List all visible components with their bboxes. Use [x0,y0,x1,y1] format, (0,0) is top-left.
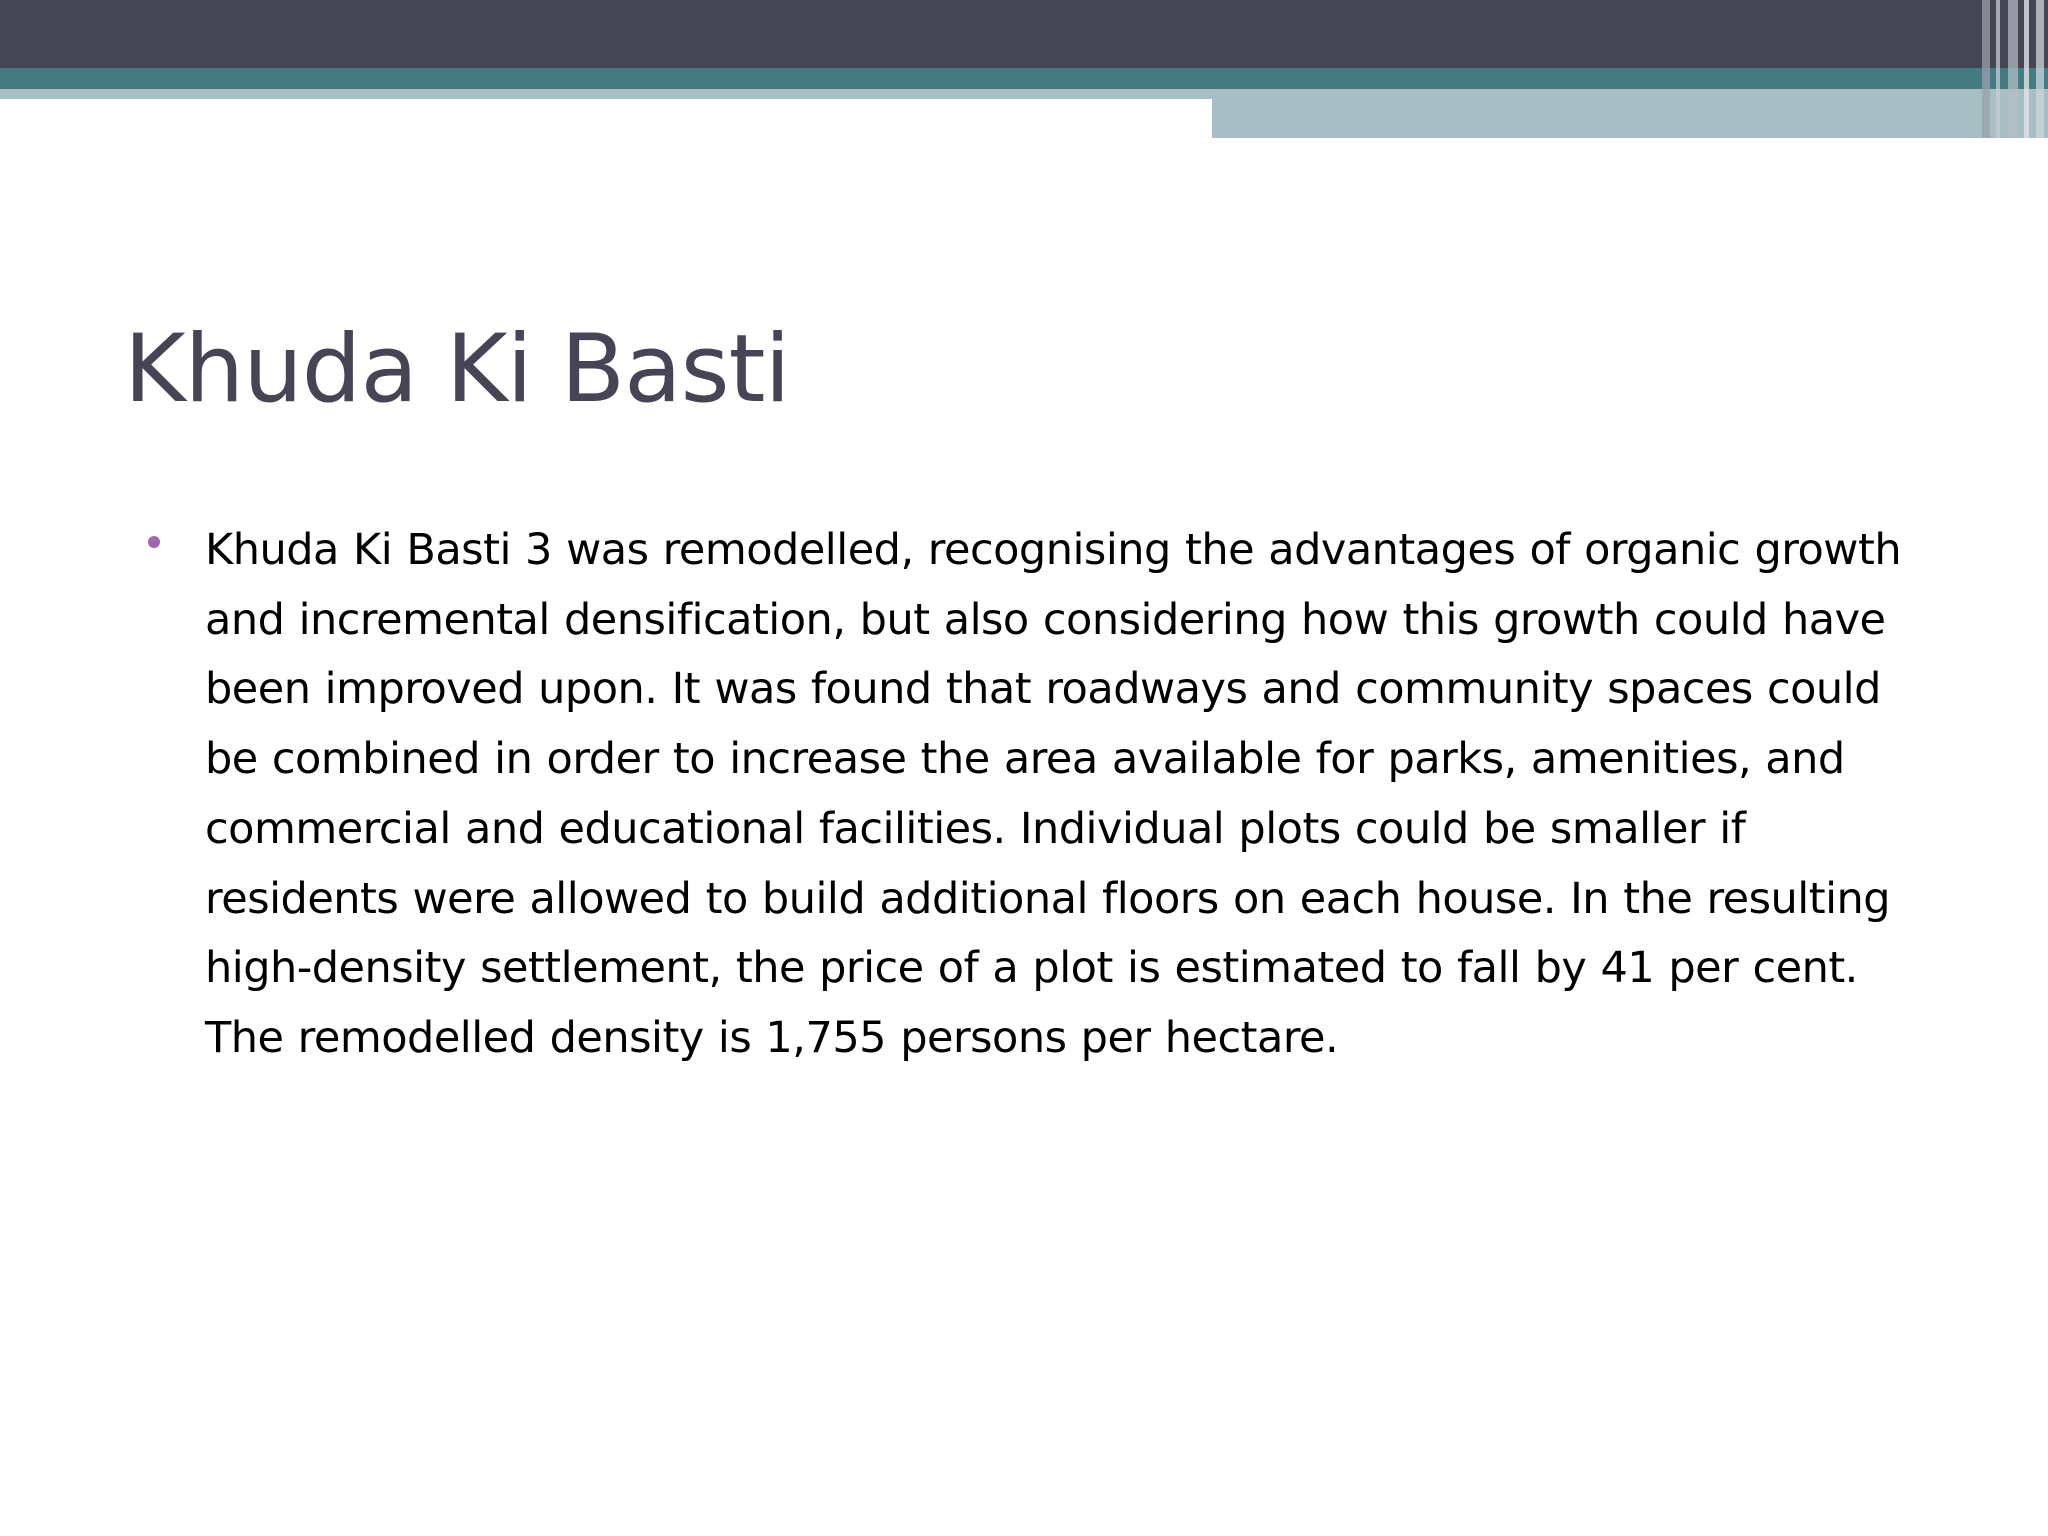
slide-title: Khuda Ki Basti [124,315,790,424]
slide-body [148,516,1908,1074]
header-light-band-right [1212,89,2048,138]
header-stripe [2008,0,2018,138]
header-stripe [1982,0,1990,138]
header-stripe [2036,0,2044,138]
bullet-marker-icon [148,536,160,548]
bullet-item [148,516,1908,1074]
header-teal-band [0,68,2048,89]
header-dark-band [0,0,2048,68]
header-stripe [2024,0,2029,138]
header-stripe [1996,0,2000,138]
bullet-text: Khuda Ki Basti 3 was remodelled, recognising the advantages of organic growth and incremental densification, but also considering how this growth could have been improved upon. It was found that roadways and community spaces could be combined in order to increase the area available for parks, amenities, and commercial and educational facilities. Individual plots could be smaller if residents were allowed to build additional floors on each house. In the resulting high-density settlement, the price of a plot is estimated to fall by 41 per cent. The remodelled density is 1,755 persons per hectare. [205,525,1902,1063]
header-light-band-left [0,89,1212,99]
